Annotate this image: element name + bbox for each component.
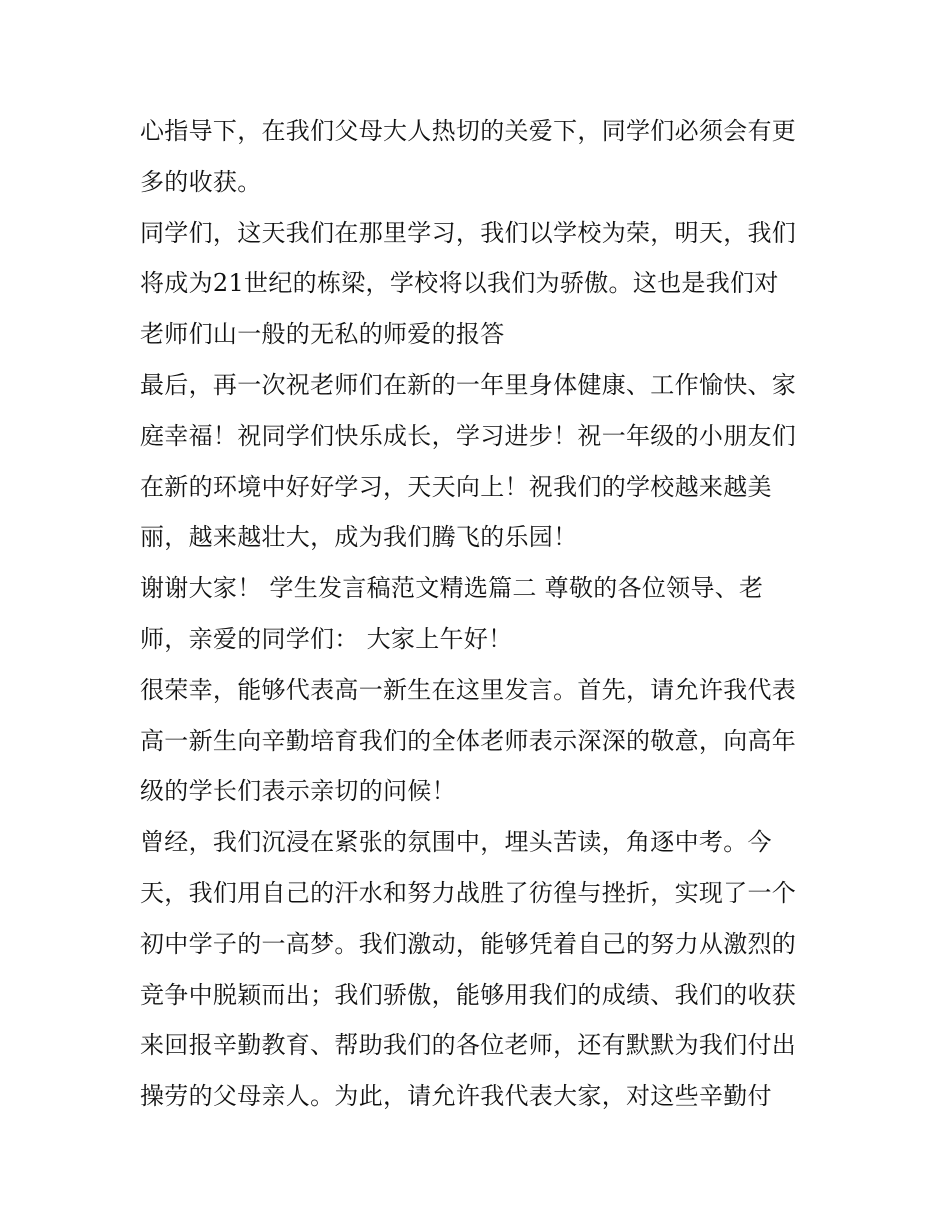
- text-line: 老师们山一般的无私的师爱的报答: [140, 320, 505, 349]
- document-body: [140, 106, 820, 1122]
- text-line: 谢谢大家！ 学生发言稿范文精选篇二 尊敬的各位领导、老: [140, 574, 764, 603]
- text-line: 天，我们用自己的汗水和努力战胜了彷徨与挫折，实现了一个: [140, 878, 797, 907]
- text-line: 师，亲爱的同学们： 大家上午好！: [140, 624, 513, 653]
- text-line: 高一新生向辛勤培育我们的全体老师表示深深的敬意，向高年: [140, 726, 797, 755]
- text-line: 曾经，我们沉浸在紧张的氛围中，埋头苦读，角逐中考。今: [140, 828, 772, 857]
- text-line: 同学们，这天我们在那里学习，我们以学校为荣，明天，我们: [140, 218, 797, 247]
- text-line: 操劳的父母亲人。为此，请允许我代表大家，对这些辛勤付: [140, 1082, 772, 1111]
- text-line: 在新的环境中好好学习，天天向上！祝我们的学校越来越美: [140, 472, 772, 501]
- text-line: 心指导下，在我们父母大人热切的关爱下，同学们必须会有更: [140, 117, 797, 145]
- text-line: 初中学子的一高梦。我们激动，能够凭着自己的努力从激烈的: [140, 929, 797, 958]
- text-line: 级的学长们表示亲切的问候！: [140, 777, 456, 806]
- text-line: 很荣幸，能够代表高一新生在这里发言。首先，请允许我代表: [140, 675, 797, 704]
- text-line: 将成为21世纪的栋梁，学校将以我们为骄傲。这也是我们对: [140, 269, 779, 298]
- text-line: 多的收获。: [140, 167, 262, 196]
- text-line: 最后，再一次祝老师们在新的一年里身体健康、工作愉快、家: [140, 370, 797, 399]
- text-line: 来回报辛勤教育、帮助我们的各位老师，还有默默为我们付出: [140, 1031, 797, 1060]
- text-line: 庭幸福！祝同学们快乐成长，学习进步！祝一年级的小朋友们: [140, 421, 797, 450]
- text-line: 丽，越来越壮大，成为我们腾飞的乐园！: [140, 523, 578, 552]
- text-line: 竞争中脱颖而出；我们骄傲，能够用我们的成绩、我们的收获: [140, 980, 797, 1009]
